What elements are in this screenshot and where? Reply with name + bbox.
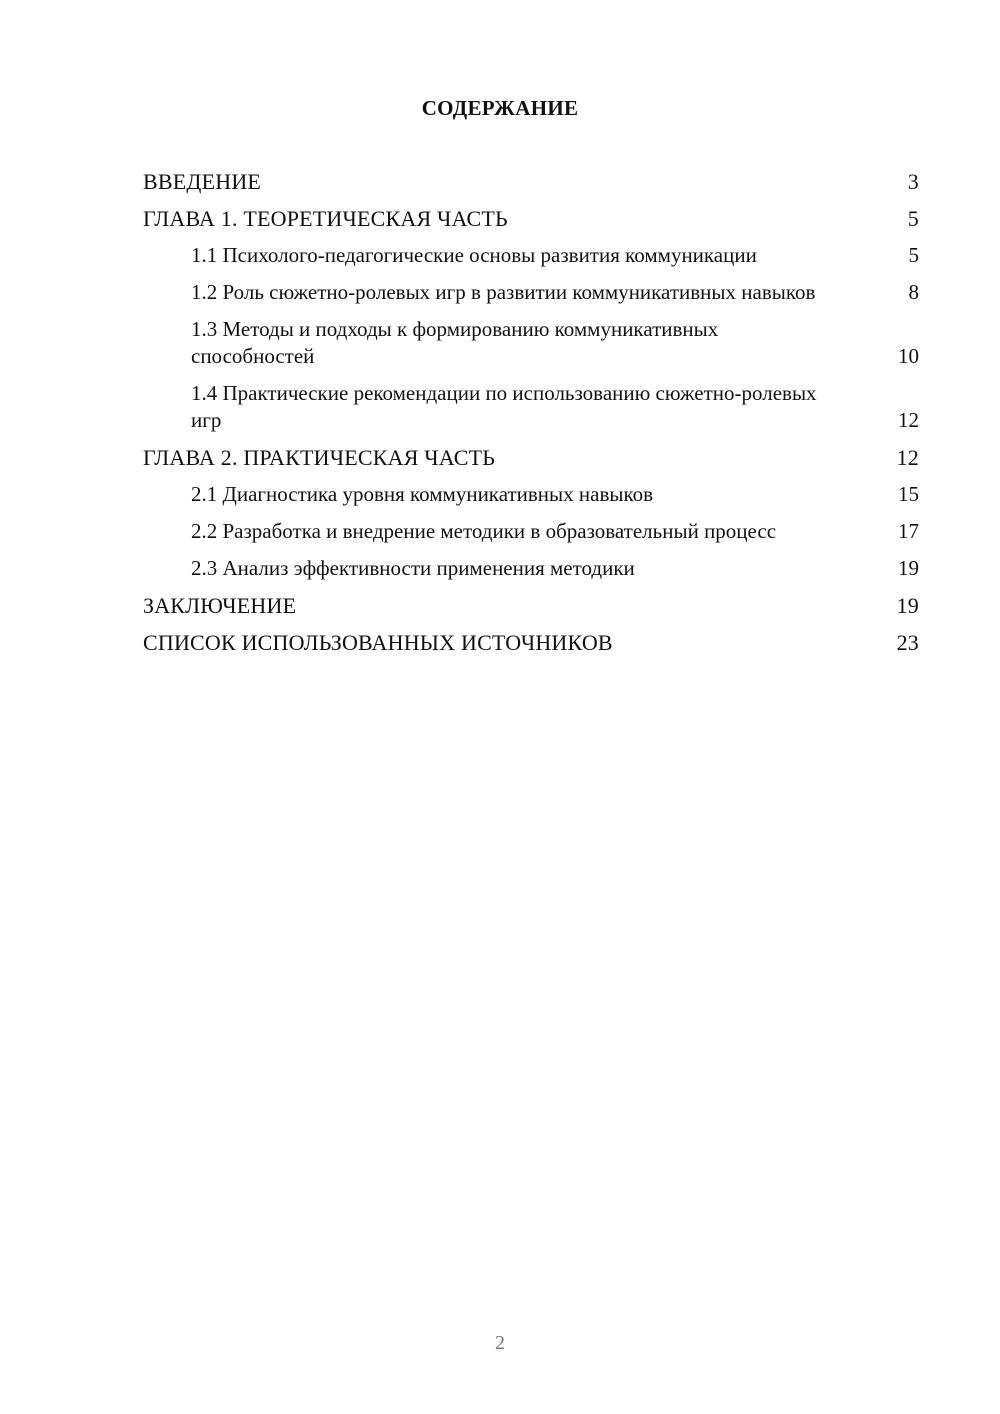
toc-entry-page: 15 <box>898 482 919 506</box>
toc-entry-text: 2.1 Диагностика уровня коммуникативных навыков <box>191 482 654 506</box>
toc-entry-section-1-2 <box>143 279 919 306</box>
toc-entry-page: 12 <box>896 445 919 470</box>
toc-entry-page: 10 <box>898 344 919 368</box>
toc-entry-conclusion <box>143 592 919 619</box>
toc-entry-section-2-2 <box>143 518 919 545</box>
toc-entry-chapter-2 <box>143 444 919 471</box>
toc-entry-page: 5 <box>907 206 919 231</box>
toc-title: СОДЕРЖАНИЕ <box>421 96 579 120</box>
table-of-contents <box>143 168 919 666</box>
toc-entry-page: 19 <box>896 593 919 618</box>
toc-entry-text: 1.4 Практические рекомендации по использованию сюжетно-ролевых игр <box>191 381 817 432</box>
toc-entry-text: ВВЕДЕНИЕ <box>143 169 262 194</box>
toc-entry-page: 23 <box>896 630 919 655</box>
toc-entry-text: ГЛАВА 1. ТЕОРЕТИЧЕСКАЯ ЧАСТЬ <box>143 206 508 231</box>
toc-entry-page: 19 <box>898 556 919 580</box>
toc-entry-text: 2.2 Разработка и внедрение методики в образовательный процесс <box>191 519 777 543</box>
toc-entry-text: 1.2 Роль сюжетно-ролевых игр в развитии коммуникативных навыков <box>191 280 816 304</box>
toc-entry-text: 1.3 Методы и подходы к формированию коммуникативных способностей <box>191 317 719 368</box>
toc-entry-section-2-1 <box>143 481 919 508</box>
toc-entry-text: СПИСОК ИСПОЛЬЗОВАННЫХ ИСТОЧНИКОВ <box>143 630 613 655</box>
toc-entry-section-1-4 <box>143 380 919 434</box>
toc-entry-page: 5 <box>908 243 919 267</box>
toc-entry-section-1-1 <box>143 242 919 269</box>
toc-entry-text: 1.1 Психолого-педагогические основы развития коммуникации <box>191 243 757 267</box>
toc-entry-page: 3 <box>907 169 919 194</box>
toc-entry-chapter-1 <box>143 205 919 232</box>
toc-entry-section-2-3 <box>143 555 919 582</box>
toc-entry-references <box>143 629 919 656</box>
toc-entry-text: ГЛАВА 2. ПРАКТИЧЕСКАЯ ЧАСТЬ <box>143 445 496 470</box>
toc-entry-page: 12 <box>898 408 919 432</box>
toc-entry-page: 17 <box>898 519 919 543</box>
page-number: 2 <box>495 1332 505 1354</box>
toc-entry-text: 2.3 Анализ эффективности применения методики <box>191 556 635 580</box>
toc-entry-introduction <box>143 168 919 195</box>
toc-entry-page: 8 <box>908 280 919 304</box>
toc-entry-section-1-3 <box>143 316 919 370</box>
toc-entry-text: ЗАКЛЮЧЕНИЕ <box>143 593 297 618</box>
